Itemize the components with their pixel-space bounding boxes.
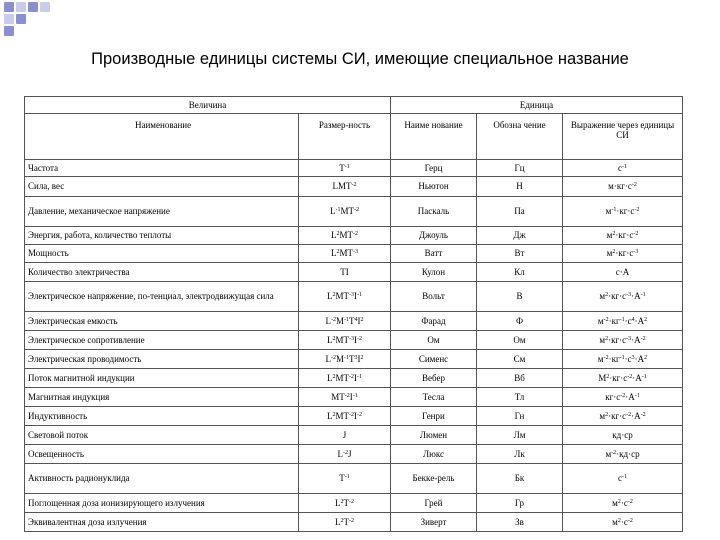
dimension-cell: $L^2MT^{-2}I^{-1}$ bbox=[299, 369, 391, 388]
dimension-cell: $L^{-2}M^{-1}T^4I^2$ bbox=[299, 312, 391, 331]
unit-symbol-cell: Па bbox=[477, 197, 563, 227]
quantity-name-cell: Магнитная индукция bbox=[25, 388, 299, 407]
table-header-row-2 bbox=[25, 114, 683, 160]
si-expression-cell: кд·ср bbox=[563, 426, 683, 445]
table-row bbox=[25, 426, 683, 445]
si-expression-cell: $м^2\cdot с^{-2}$ bbox=[563, 494, 683, 513]
unit-symbol-cell: Зв bbox=[477, 513, 563, 532]
si-expression-cell: $м^{-2}\cdot кд\cdot ср$ bbox=[563, 445, 683, 464]
unit-symbol-cell: Н bbox=[477, 177, 563, 197]
dimension-cell: $L^{-1}MT^{-2}$ bbox=[299, 197, 391, 227]
dimension-cell: $L^2MT^{-2}$ bbox=[299, 227, 391, 245]
header-symbol: Обозна чение bbox=[477, 114, 563, 160]
unit-symbol-cell: Гр bbox=[477, 494, 563, 513]
si-expression-cell: $м^2\cdot кг\cdot с^{-2}$ bbox=[563, 227, 683, 245]
table-row bbox=[25, 445, 683, 464]
dimension-cell: $L^2MT^{-2}I^{-2}$ bbox=[299, 407, 391, 426]
si-expression-cell: $м^{-2}\cdot кг^{-1}\cdot с^3\cdot А^2$ bbox=[563, 350, 683, 369]
table-header-row-1 bbox=[25, 97, 683, 114]
unit-name-cell: Ом bbox=[391, 331, 477, 350]
unit-name-cell: Сименс bbox=[391, 350, 477, 369]
table-row bbox=[25, 177, 683, 197]
unit-name-cell: Грей bbox=[391, 494, 477, 513]
unit-symbol-cell: В bbox=[477, 282, 563, 312]
unit-name-cell: Джоуль bbox=[391, 227, 477, 245]
table-row bbox=[25, 369, 683, 388]
unit-name-cell: Ньютон bbox=[391, 177, 477, 197]
table-row bbox=[25, 312, 683, 331]
si-expression-cell: $м^{-2}\cdot кг^{-1}\cdot с^4\cdot А^2$ bbox=[563, 312, 683, 331]
unit-symbol-cell: Ф bbox=[477, 312, 563, 331]
quantity-name-cell: Частота bbox=[25, 160, 299, 177]
si-expression-cell: $м^2\cdot кг\cdot с^{-3}\cdot А^{-1}$ bbox=[563, 282, 683, 312]
quantity-name-cell: Поглощенная доза ионизирующего излучения bbox=[25, 494, 299, 513]
si-units-table bbox=[24, 96, 683, 532]
si-expression-cell: $м^2\cdot кг\cdot с^{-3}\cdot А^{-2}$ bbox=[563, 331, 683, 350]
dimension-cell: $L^{-2}M^{-1}T^3I^2$ bbox=[299, 350, 391, 369]
unit-symbol-cell: Вт bbox=[477, 245, 563, 263]
header-name: Наименование bbox=[25, 114, 299, 160]
unit-symbol-cell: Ом bbox=[477, 331, 563, 350]
unit-name-cell: Ватт bbox=[391, 245, 477, 263]
si-expression-cell: $с^{-1}$ bbox=[563, 160, 683, 177]
table-row bbox=[25, 464, 683, 494]
si-expression-cell: $м\cdot кг\cdot с^{-2}$ bbox=[563, 177, 683, 197]
quantity-name-cell: Давление, механическое напряжение bbox=[25, 197, 299, 227]
header-expression: Выражение через единицы СИ bbox=[563, 114, 683, 160]
quantity-name-cell: Количество электричества bbox=[25, 263, 299, 282]
dimension-cell: $L^2MT^{-3}$ bbox=[299, 245, 391, 263]
dimension-cell: $T^{-1}$ bbox=[299, 464, 391, 494]
dimension-cell: $MT^{-2}I^{-1}$ bbox=[299, 388, 391, 407]
quantity-name-cell: Энергия, работа, количество теплоты bbox=[25, 227, 299, 245]
dimension-cell: $L^2T^{-2}$ bbox=[299, 494, 391, 513]
header-unit: Единица bbox=[391, 97, 683, 114]
quantity-name-cell: Электрическая проводимость bbox=[25, 350, 299, 369]
unit-name-cell: Беккe-рель bbox=[391, 464, 477, 494]
unit-symbol-cell: Дж bbox=[477, 227, 563, 245]
dimension-cell: $L^2MT^{-3}I^{-2}$ bbox=[299, 331, 391, 350]
unit-name-cell: Фарад bbox=[391, 312, 477, 331]
table-row bbox=[25, 245, 683, 263]
dimension-cell: J bbox=[299, 426, 391, 445]
table-row bbox=[25, 513, 683, 532]
unit-name-cell: Паскаль bbox=[391, 197, 477, 227]
si-expression-cell: $м^2\cdot кг\cdot с^{-2}\cdot А^{-2}$ bbox=[563, 407, 683, 426]
unit-symbol-cell: См bbox=[477, 350, 563, 369]
unit-symbol-cell: Бк bbox=[477, 464, 563, 494]
unit-name-cell: Люмен bbox=[391, 426, 477, 445]
si-expression-cell: $м^{-1}\cdot кг\cdot с^{-2}$ bbox=[563, 197, 683, 227]
quantity-name-cell: Электрическое напряжение, по-тенциал, электродвижущая сила bbox=[25, 282, 299, 312]
quantity-name-cell: Сила, вес bbox=[25, 177, 299, 197]
unit-symbol-cell: Гн bbox=[477, 407, 563, 426]
dimension-cell: $T^{-1}$ bbox=[299, 160, 391, 177]
quantity-name-cell: Эквивалентная доза излучения bbox=[25, 513, 299, 532]
unit-symbol-cell: Гц bbox=[477, 160, 563, 177]
unit-name-cell: Тесла bbox=[391, 388, 477, 407]
dimension-cell: $LMT^{-2}$ bbox=[299, 177, 391, 197]
decorative-squares bbox=[0, 0, 60, 36]
dimension-cell: TI bbox=[299, 263, 391, 282]
dimension-cell: $L^2T^{-2}$ bbox=[299, 513, 391, 532]
quantity-name-cell: Активность радионуклида bbox=[25, 464, 299, 494]
unit-name-cell: Герц bbox=[391, 160, 477, 177]
si-expression-cell: $кг\cdot с^{-2}\cdot А^{-1}$ bbox=[563, 388, 683, 407]
unit-name-cell: Зиверт bbox=[391, 513, 477, 532]
dimension-cell: $L^{-2}J$ bbox=[299, 445, 391, 464]
dimension-cell: $L^2MT^{-3}I^{-1}$ bbox=[299, 282, 391, 312]
header-unit-name: Наиме нование bbox=[391, 114, 477, 160]
unit-name-cell: Кулон bbox=[391, 263, 477, 282]
table-row bbox=[25, 388, 683, 407]
quantity-name-cell: Электрическая емкость bbox=[25, 312, 299, 331]
table-row bbox=[25, 263, 683, 282]
quantity-name-cell: Электрическое сопротивление bbox=[25, 331, 299, 350]
unit-symbol-cell: Лк bbox=[477, 445, 563, 464]
unit-name-cell: Генри bbox=[391, 407, 477, 426]
unit-name-cell: Вольт bbox=[391, 282, 477, 312]
table-row bbox=[25, 331, 683, 350]
quantity-name-cell: Освещенность bbox=[25, 445, 299, 464]
unit-symbol-cell: Вб bbox=[477, 369, 563, 388]
quantity-name-cell: Поток магнитной индукции bbox=[25, 369, 299, 388]
si-expression-cell: $М^2\cdot кг\cdot с^{-2}\cdot А^{-1}$ bbox=[563, 369, 683, 388]
table-row bbox=[25, 407, 683, 426]
si-expression-cell: с·А bbox=[563, 263, 683, 282]
table-row bbox=[25, 350, 683, 369]
table-row bbox=[25, 282, 683, 312]
unit-symbol-cell: Лм bbox=[477, 426, 563, 445]
header-dimension: Размер-ность bbox=[299, 114, 391, 160]
si-expression-cell: $м^2\cdot с^{-2}$ bbox=[563, 513, 683, 532]
unit-name-cell: Люкс bbox=[391, 445, 477, 464]
si-expression-cell: $с^{-1}$ bbox=[563, 464, 683, 494]
header-quantity: Величина bbox=[25, 97, 391, 114]
quantity-name-cell: Световой поток bbox=[25, 426, 299, 445]
table-row bbox=[25, 494, 683, 513]
unit-name-cell: Вебер bbox=[391, 369, 477, 388]
table-row bbox=[25, 160, 683, 177]
si-expression-cell: $м^2\cdot кг\cdot с^{-3}$ bbox=[563, 245, 683, 263]
unit-symbol-cell: Кл bbox=[477, 263, 563, 282]
slide-title: Производные единицы системы СИ, имеющие специальное название bbox=[91, 50, 629, 68]
unit-symbol-cell: Тл bbox=[477, 388, 563, 407]
table-row bbox=[25, 197, 683, 227]
quantity-name-cell: Индуктивность bbox=[25, 407, 299, 426]
quantity-name-cell: Мощность bbox=[25, 245, 299, 263]
table-row bbox=[25, 227, 683, 245]
